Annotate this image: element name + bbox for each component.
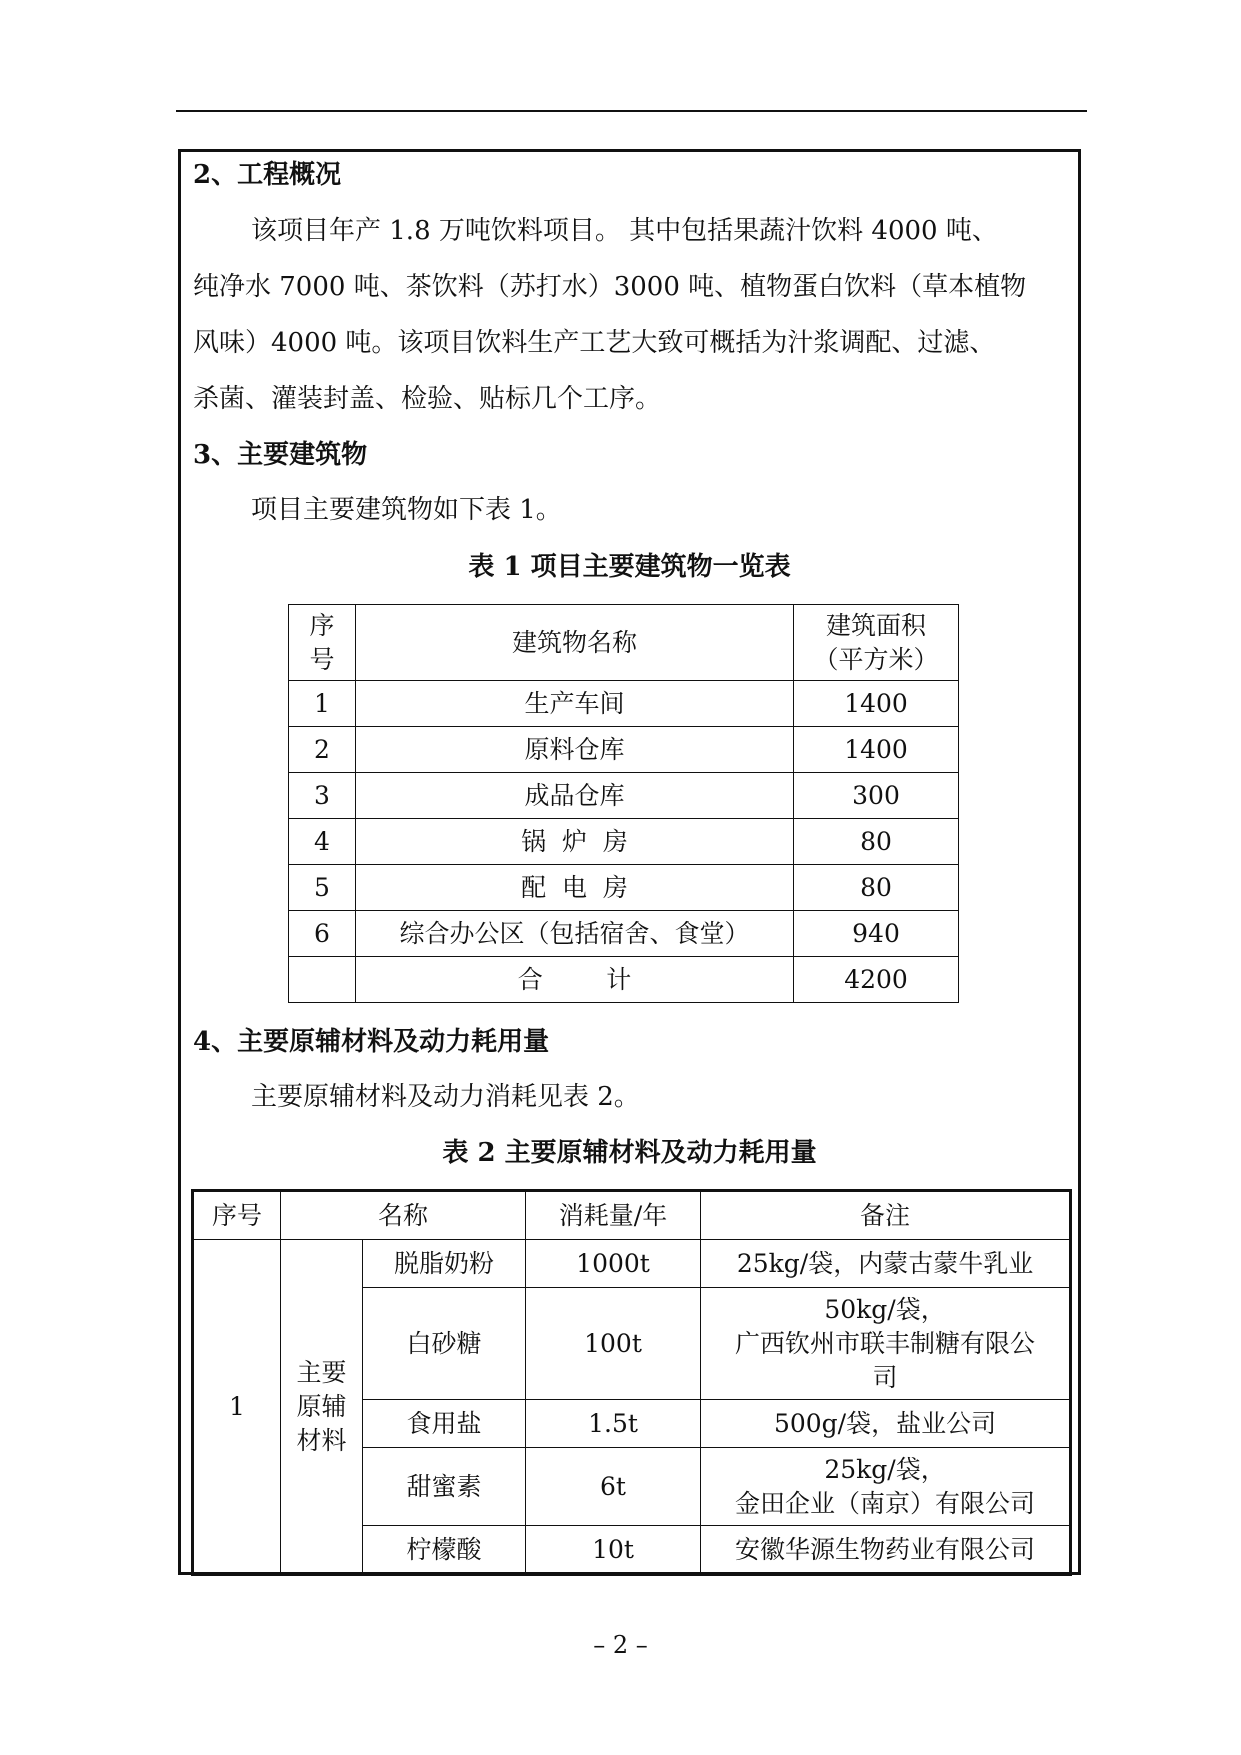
table-row: [289, 727, 959, 773]
cell-amount: 10t: [526, 1526, 701, 1575]
cell-area: 300: [794, 773, 959, 819]
buildings-table: [288, 604, 959, 1003]
category-line-2: 原辅: [296, 1391, 347, 1421]
cell-area: 80: [794, 865, 959, 911]
table-row: [289, 773, 959, 819]
table-row: [289, 865, 959, 911]
cell-seq: 1: [289, 681, 356, 727]
header-note: 备注: [701, 1191, 1071, 1240]
category-line-3: 材料: [296, 1425, 347, 1455]
section-4-text: 主要原辅材料及动力消耗见表 2。: [251, 1082, 640, 1112]
cell-note: 500g/袋，盐业公司: [701, 1400, 1071, 1448]
cell-name: 配 电 房: [356, 865, 794, 911]
table-row: [289, 681, 959, 727]
cell-name: 综合办公区（包括宿舍、食堂）: [356, 911, 794, 957]
cell-name: 锅 炉 房: [356, 819, 794, 865]
note-line-2: 广西钦州市联丰制糖有限公: [735, 1328, 1036, 1358]
section-4-title: 4、主要原辅材料及动力耗用量: [193, 1027, 550, 1057]
section-2-line-3: 风味）4000 吨。该项目饮料生产工艺大致可概括为汁浆调配、过滤、: [193, 328, 996, 358]
section-3-text: 项目主要建筑物如下表 1。: [251, 495, 562, 525]
header-consumption: 消耗量/年: [526, 1191, 701, 1240]
header-area-line-1: 建筑面积: [825, 610, 926, 640]
table-header-row: [289, 605, 959, 681]
cell-area: 1400: [794, 727, 959, 773]
note-line-2: 金田企业（南京）有限公司: [735, 1488, 1036, 1518]
table-row: [289, 819, 959, 865]
cell-area: 940: [794, 911, 959, 957]
cell-amount: 1000t: [526, 1240, 701, 1288]
header-seq: [289, 605, 356, 681]
section-2-line-1: 该项目年产 1.8 万吨饮料项目。 其中包括果蔬汁饮料 4000 吨、: [251, 216, 998, 246]
cell-area: 80: [794, 819, 959, 865]
total-label: 合 计: [356, 957, 794, 1003]
cell-seq: 5: [289, 865, 356, 911]
cell-note: [701, 1448, 1071, 1526]
table-row: [193, 1240, 1071, 1288]
category-line-1: 主要: [296, 1357, 347, 1387]
section-3-title: 3、主要建筑物: [193, 440, 368, 470]
cell-note: 安徽华源生物药业有限公司: [701, 1526, 1071, 1575]
cell-item: 脱脂奶粉: [363, 1240, 526, 1288]
header-seq: 序号: [193, 1191, 281, 1240]
header-seq-line-2: 号: [309, 644, 335, 674]
cell-amount: 6t: [526, 1448, 701, 1526]
note-line-1: 50kg/袋，: [824, 1294, 946, 1324]
header-seq-line-1: 序: [309, 610, 335, 640]
cell-name: 成品仓库: [356, 773, 794, 819]
table-header-row: [193, 1191, 1071, 1240]
cell-seq: 3: [289, 773, 356, 819]
note-line-1: 25kg/袋，: [824, 1454, 946, 1484]
section-2-title: 2、工程概况: [193, 160, 342, 190]
group-seq: 1: [193, 1240, 281, 1575]
cell-item: 柠檬酸: [363, 1526, 526, 1575]
table-1-caption: 表 1 项目主要建筑物一览表: [468, 552, 791, 582]
header-name: 建筑物名称: [356, 605, 794, 681]
cell-item: 食用盐: [363, 1400, 526, 1448]
cell-seq: 4: [289, 819, 356, 865]
header-area: [794, 605, 959, 681]
header-rule: [176, 110, 1087, 112]
materials-table: [191, 1189, 1072, 1576]
section-2-line-4: 杀菌、灌装封盖、检验、贴标几个工序。: [193, 384, 662, 414]
note-line-3: 司: [872, 1362, 898, 1392]
total-area: 4200: [794, 957, 959, 1003]
cell-item: 白砂糖: [363, 1288, 526, 1400]
cell-note: [701, 1288, 1071, 1400]
table-row: [289, 911, 959, 957]
header-area-line-2: （平方米）: [813, 644, 939, 674]
cell-amount: 1.5t: [526, 1400, 701, 1448]
cell-amount: 100t: [526, 1288, 701, 1400]
section-2-line-2: 纯净水 7000 吨、茶饮料（苏打水）3000 吨、植物蛋白饮料（草本植物: [193, 272, 1027, 302]
table-2-caption: 表 2 主要原辅材料及动力耗用量: [442, 1138, 817, 1168]
cell-name: 原料仓库: [356, 727, 794, 773]
cell-seq: 6: [289, 911, 356, 957]
cell-area: 1400: [794, 681, 959, 727]
content-frame: [178, 149, 1081, 1575]
cell-seq: 2: [289, 727, 356, 773]
page-number: – 2 –: [593, 1631, 648, 1659]
table-total-row: [289, 957, 959, 1003]
group-category: [281, 1240, 363, 1575]
cell-item: 甜蜜素: [363, 1448, 526, 1526]
cell-name: 生产车间: [356, 681, 794, 727]
total-seq: [289, 957, 356, 1003]
header-name: 名称: [281, 1191, 526, 1240]
cell-note: 25kg/袋，内蒙古蒙牛乳业: [701, 1240, 1071, 1288]
